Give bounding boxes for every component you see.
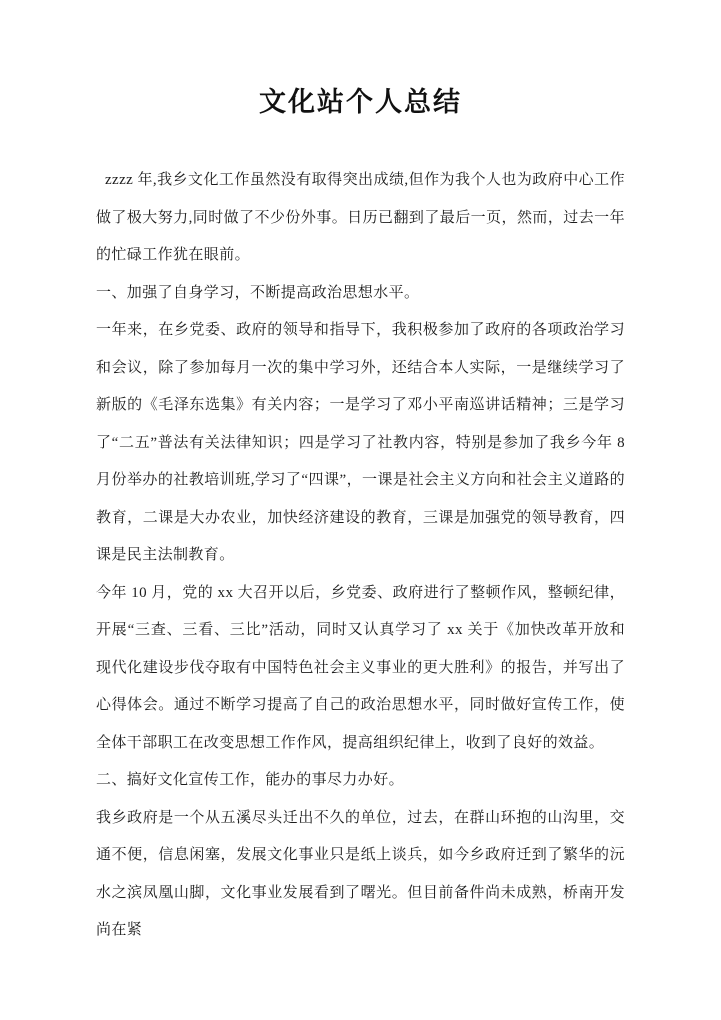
paragraph-section2-heading: 二、搞好文化宣传工作，能办的事尽力办好。 bbox=[96, 772, 405, 788]
paragraph-section1-body2: 今年 10 月，党的 xx 大召开以后，乡党委、政府进行了整顿作风，整顿纪律，开展“三查、三看、三比”活动，同时又认真学习了 xx 关于《加快改革开放和现代化建设步伐夺取有中国特色社会主义事业的更大胜利》的报告，并写出了心得体会。通过不断学习提高了自己的政治思想水平，同时做好宣传工作，使全体干部职工在改变思想工作作风，提高组织纪律上，收到了良好的效益。 bbox=[96, 584, 625, 751]
paragraph-section1-body: 一年来，在乡党委、政府的领导和指导下，我积极参加了政府的各项政治学习和会议，除了参加每月一次的集中学习外，还结合本人实际，一是继续学习了新版的《毛泽东选集》有关内容；一是学习了邓小平南巡讲话精神；三是学习了“二五”普法有关法律知识；四是学习了社教内容，特别是参加了我乡今年 8 月份举办的社教培训班,学习了“四课”，一课是社会主义方向和社会主义道路的教育，二课是大办农业，加快经济建设的教育，三课是加强党的领导教育，四课是民主法制教育。 bbox=[96, 322, 625, 563]
document-body bbox=[96, 162, 625, 950]
document-title: 文化站个人总结 bbox=[259, 87, 462, 117]
paragraph-section2-body: 我乡政府是一个从五溪尽头迁出不久的单位，过去，在群山环抱的山沟里，交通不便，信息闲塞，发展文化事业只是纸上谈兵，如今乡政府迁到了繁华的沅水之滨凤凰山脚，文化事业发展看到了曙光。但目前备件尚未成熟，桥南开发尚在紧 bbox=[96, 809, 625, 938]
paragraph-intro: zzzz 年,我乡文化工作虽然没有取得突出成绩,但作为我个人也为政府中心工作做了极大努力,同时做了不少份外事。日历已翻到了最后一页，然而，过去一年的忙碌工作犹在眼前。 bbox=[96, 172, 625, 263]
paragraph-section1-heading: 一、加强了自身学习，不断提高政治思想水平。 bbox=[96, 284, 420, 301]
